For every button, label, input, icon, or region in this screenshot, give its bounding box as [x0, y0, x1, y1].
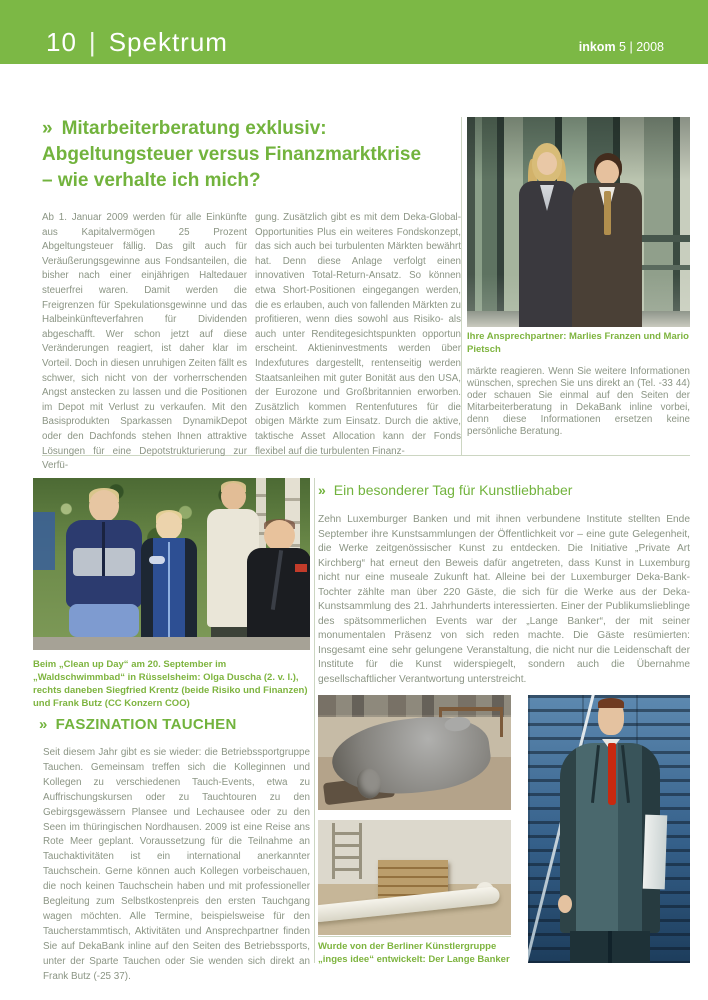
person-mario-pietsch: [570, 153, 644, 327]
article1-heading: [42, 116, 467, 194]
chevron-marker-icon: »: [318, 482, 326, 498]
header-divider: |: [88, 27, 97, 57]
caption-divider: [318, 936, 511, 937]
issue-number: 5 | 2008: [619, 40, 664, 54]
ground: [33, 637, 310, 650]
ladder: [332, 823, 362, 879]
face: [596, 160, 619, 185]
article1-column2: gung. Zusätzlich gibt es mit dem Deka-Global-Opportunities Plus ein weiteres Fondskonzept, das sich auch bei turbulenten Märkten bewährt hat. Denn diese Anlage verfolgt einen innovativen Total-Return-Ansatz. So können etwa Short-Positionen eingegangen werden, die es erlauben, auch von fallenden Märkten zu profitieren, wenn dies sowohl aus Risiko- als auch unter Renditegesichtspunkten opportun erscheint. Aktieninvestments werden über Indexfutures dargestellt, rentenseitig werden Staatsanleihen mit guter Bonität aus den USA, der Eurozone und Großbritannien erworben. Zusätzlich kommen Rentenfutures für die obigen Märkte zum Einsatz. Durch die aktive, taktische Asset Allocation kann der Fonds flexibel auf die turbulenten Finanz-: [255, 212, 461, 457]
sculpture-head-photo: [318, 695, 511, 810]
article3-heading: » FASZINATION TAUCHEN: [39, 716, 237, 733]
article1-heading-line2: Abgeltungsteuer versus Finanzmarktkrise: [42, 144, 422, 165]
article2-heading: » Ein besonderer Tag für Kunstliebhaber: [318, 482, 573, 498]
article1-column3: märkte reagieren. Wenn Sie weitere Informationen wünschen, sprechen Sie uns direkt an (Tel. -33 44) oder schauen Sie einmal auf den Seiten der Mitarbeiterberatung in DekaBank inline vorbei, denn diese Informationen ersetzen keine persönliche Beratung.: [467, 366, 690, 437]
lange-banker-sculpture: [550, 699, 670, 963]
lange-banker-photo: [528, 695, 690, 963]
hair: [598, 698, 624, 708]
page-title: [46, 27, 228, 58]
person-frank-butz: [247, 520, 310, 650]
header-bar: [0, 0, 708, 64]
person-fleece: [63, 490, 145, 637]
chevron-marker-icon: »: [42, 118, 53, 139]
page-number: 10: [46, 27, 77, 57]
section-title: Spektrum: [108, 27, 228, 57]
magazine-name: inkom: [578, 40, 616, 54]
article1-column1: Ab 1. Januar 2009 werden für alle Einkünfte aus Kapitalvermögen 25 Prozent Abgeltungsteuer fällig. Das gilt auch für Veräußerungsgewinne aus Fondsanteilen, die bisher nach einer einjährigen Haltedauer steuerfrei waren. Damit werden die Freigrenzen für Spekulationsgewinne und das Halbeinkünfteverfahren für Dividenden abgeschafft. Wer schon jetzt auf diese Veränderungen reagiert, ist daher klar im Vorteil. Doch in diesen unruhigen Zeiten fällt es schwer, sich nicht von der vorherrschenden Angst anstecken zu lassen und die Positionen im Depot mit Verlust zu verkaufen. Mit den Basisprodukten Sparkassen DynamikDepot oder den Dachfonds stehen Ihnen attraktive Lösungen für eine Depotstrukturierung zur Verfü-: [42, 212, 247, 472]
clean-up-day-caption: Beim „Clean up Day“ am 20. September im „Waldschwimmbad“ in Rüsselsheim: Olga Duscha (2. v. l.), rechts daneben Siegfried Krentz (beide Risiko und Finanzen) und Frank Butz (CC Konzern COO): [33, 659, 308, 709]
face: [537, 152, 557, 175]
article1-heading-line3: – wie verhalte ich mich?: [42, 170, 261, 191]
chevron-marker-icon: »: [39, 716, 48, 733]
person-olga-duscha: [137, 512, 201, 650]
lange-banker-caption: Wurde von der Berliner Künstlergruppe „inges idee“ entwickelt: Der Lange Banker: [318, 941, 510, 965]
advisors-photo: [467, 117, 690, 327]
article2-body: Zehn Luxemburger Banken und mit ihnen verbundene Institute stellten Ende September ihre Kunstsammlungen der Öffentlichkeit vor – eine gute Gelegenheit, die Werke zeitgenössischer Kunst zu entdecken. Die Initiative „Private Art Kirchberg“ hat erneut den Beweis dafür angetreten, dass Kunst in Luxemburg nicht nur eine museale Zukunft hat. Alleine bei der Luxemburger Deka-Bank-Tochter zählte man über 220 Gäste, die sich für die Werke aus der Deka-Kunstsammlung des 21. Jahrhunderts interessierten. Einer der Publikumslieblinge des spätsommerlichen Events war der „Lange Banker“, der mit seiner monumentalen Präsenz von sich reden machte. Die Gäste resümierten: Insgesamt eine sehr gelungene Veranstaltung, die nicht nur die Leidenschaft der Institute für die Kunst widerspiegelt, sondern auch die Übernahme gesellschaftlicher Verantwortung unterstreicht.: [318, 514, 690, 685]
blue-tarp: [33, 512, 55, 570]
article3-body: Seit diesem Jahr gibt es sie wieder: die Betriebssportgruppe Tauchen. Gemeinsam treffen sich die Kolleginnen und Kollegen zu verschiedenen Tauch-Events, etwa zu Auffrischungskursen oder zu Tauchtouren zu den Gebirgsgewässern Plansee und Lechausee oder zu den Seen im thüringischen Nordhausen. 2009 ist eine Reise ans Rote Meer geplant. Voraussetzung für die Teilnahme an Tauchaktivitäten ist ein international anerkannter Tauchschein. Gerne können auch Kollegen vorbeischauen, die noch keinen Tauchschein haben und mit professioneller Begleitung zum Selbstkostenpreis den ersten Tauchgang wagen möchten. Alle Termine, beispielsweise für den Taucherstammtisch, Aktivitäten und Ansprechpartner finden Sie auf DekaBank inline auf den Seiten des Betriebssports, unter der Sparte Tauchen oder Sie wenden sich direkt an Frank Butz (-25 37).: [43, 747, 310, 982]
column-divider-bottom: [314, 478, 315, 963]
document-under-arm: [643, 815, 668, 890]
hand: [558, 895, 572, 913]
article1-heading-line1: » Mitarbeiterberatung exklusiv:: [42, 118, 327, 139]
sculpture-body-photo: [318, 820, 511, 935]
advisors-photo-caption: Ihre Ansprechpartner: Marlies Franzen und Mario Pietsch: [467, 331, 689, 355]
tie: [604, 191, 611, 235]
red-tie: [608, 743, 616, 805]
clean-up-day-photo: [33, 478, 310, 650]
magazine-issue: [579, 40, 664, 54]
